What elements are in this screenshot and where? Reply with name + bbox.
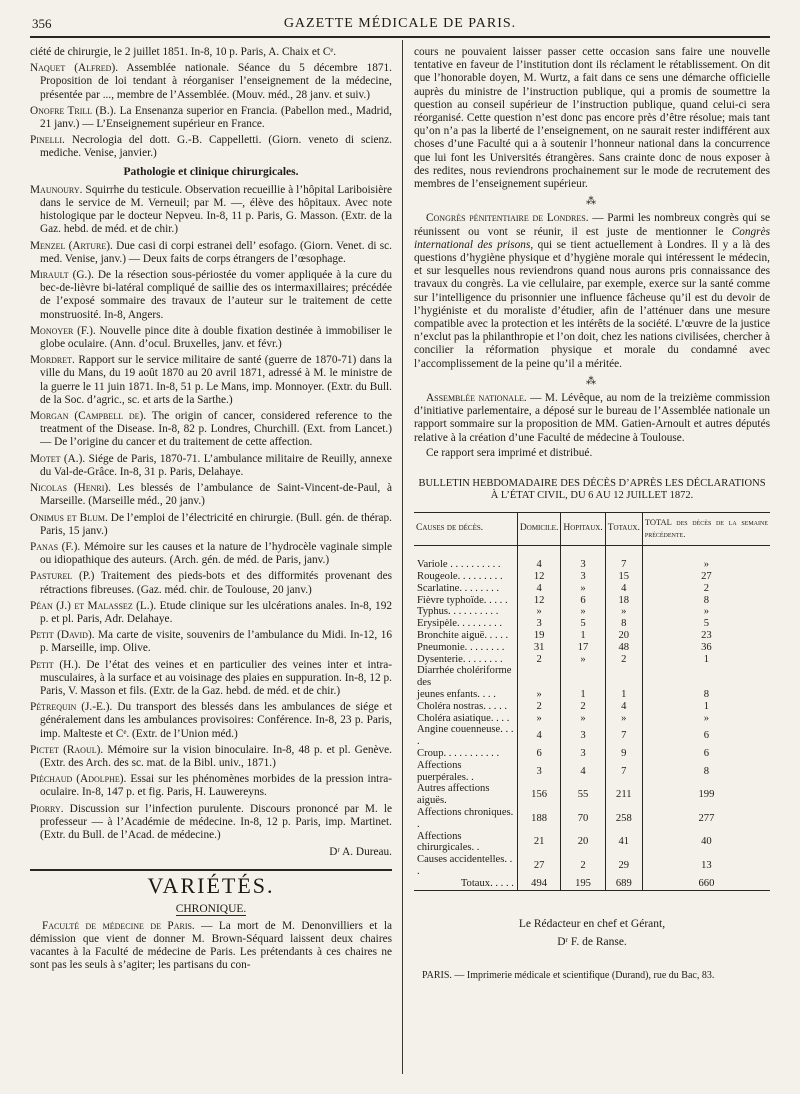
table-row	[414, 724, 770, 748]
cause-cell: Choléra asiatique. . . .	[417, 712, 510, 724]
entry-text: Necrologia del dott. G.-B. Cappelletti. (Giorn. veneto di scienz. mediche. Venise, janvier.)	[40, 134, 392, 160]
total-cell: 494	[517, 878, 560, 890]
count-cell: 6	[642, 724, 770, 748]
cause-cell: Scarlatine. . . . . . . .	[417, 582, 500, 594]
count-cell: 3	[561, 559, 605, 571]
assemblee-paragraph: Assemblée nationale. — M. Lévêque, au nom de la treizième commission d’initiative parlementaire, a déposé sur le bureau de l’Assemblée nationale un rapport sommaire sur la proposition de MM. Gatien-Arnoult et autres députés relative à la création d’une Faculté de médecine à Toulouse.	[414, 392, 771, 444]
count-cell: 3	[561, 748, 605, 760]
total-cell: 660	[642, 878, 770, 890]
table-row	[414, 783, 770, 807]
entry-text: Ma carte de visite, souvenirs de l’ambulance du Midi. In-12, 16 p. Marseille, imp. Olive.	[40, 629, 393, 655]
count-cell: 3	[561, 724, 605, 748]
count-cell: 199	[642, 783, 770, 807]
rapport-paragraph: Ce rapport sera imprimé et distribué.	[426, 446, 593, 459]
cause-cell: Choléra nostras. . . . .	[417, 700, 508, 712]
count-cell: 2	[561, 701, 605, 713]
entry-text: Les blessés de l’ambulance de Saint-Vincent-de-Paul, à Marseille. (Marseille méd., 20 janv.)	[40, 482, 393, 508]
bibliography-list-top	[30, 46, 392, 161]
entry-author: Naquet (Alfred).	[30, 62, 119, 75]
entry-author: Pictet (Raoul).	[30, 743, 104, 756]
column-header: TOTAL des décès de la semaine précédente.	[642, 513, 770, 546]
column-header: Hopitaux.	[561, 513, 605, 546]
cause-cell: Angine couenneuse. . . .	[417, 724, 514, 748]
entry-author: Piorry.	[30, 802, 64, 815]
count-cell: 1	[561, 689, 605, 701]
entry-author: Pétrequin (J.-E.).	[30, 701, 113, 714]
count-cell: 27	[642, 571, 770, 583]
bibliography-entry	[30, 803, 392, 843]
bibliography-entry	[30, 105, 392, 131]
count-cell: 27	[517, 854, 560, 878]
count-cell: 5	[561, 618, 605, 630]
count-cell: 3	[561, 571, 605, 583]
entry-author: Motet (A.).	[30, 452, 86, 465]
count-cell: 15	[605, 571, 642, 583]
count-cell: 1	[561, 630, 605, 642]
table-row	[414, 583, 770, 595]
entry-text: Traitement des pieds-bots et des difformités provenant des rétractions fibreuses. (Gaz. méd. chir. de Toulouse, 20 janv.)	[40, 570, 392, 596]
editor-name: Dʳ F. de Ranse.	[557, 935, 627, 948]
count-cell	[642, 665, 770, 689]
count-cell: »	[561, 713, 605, 725]
cause-cell: Diarrhée cholériforme des	[417, 665, 512, 689]
table-row	[414, 571, 770, 583]
entry-text: Du transport des blessés dans les ambulances de siége et généralement dans les ambulances provisoires: Conférence. In-8, 23 p. Paris, imp. Malteste et Cᵉ. (Extr. de l’Union méd.)	[40, 701, 393, 740]
count-cell: 3	[517, 618, 560, 630]
count-cell: »	[642, 559, 770, 571]
entry-text: Mémoire sur les causes et la nature de l’hydrocèle vaginale simple ou idiopathique des auteurs. (Arch. gén. de méd. de Paris, janv.)	[40, 540, 392, 567]
bibliography-entry	[30, 62, 392, 102]
bibliography-entry	[30, 512, 392, 538]
cause-cell: Rougeole. . . . . . . . .	[417, 570, 503, 582]
entry-text: Assemblée nationale. Séance du 5 décembre 1871. Proposition de loi tendant à réorganiser l’enseignement de la médecine, présentée par ..., membre de l’Assemblée. (Mouv. méd., 28 janv. et suiv.)	[40, 62, 392, 101]
count-cell: »	[605, 713, 642, 725]
count-cell: 7	[605, 724, 642, 748]
count-cell: 36	[642, 642, 770, 654]
entry-text: Siége de Paris, 1870-71. L’ambulance militaire de Reuilly, annexe du Val-de-Grâce. In-8, 31 p. Paris, Delahaye.	[40, 452, 392, 478]
varietes-heading: VARIÉTÉS.	[30, 869, 392, 892]
bibliography-entry	[30, 773, 392, 799]
entry-text: Squirrhe du testicule. Observation recueillie à l’hôpital Lariboisière dans le service de M. Verneuil; par M. —, élève des hôpitaux. Avec note histologique par le docteur Nepveu. In-8, 11 p. Paris, G. Masson. (Extr. de la Gaz. hebd. de méd. et de chir.)	[40, 183, 393, 236]
count-cell: 20	[605, 630, 642, 642]
count-cell: 2	[605, 654, 642, 666]
bibliography-list	[30, 184, 392, 842]
count-cell: 3	[517, 760, 560, 784]
cause-cell: Affections chirurgicales. .	[417, 830, 480, 854]
cause-cell: Typhus. . . . . . . . . .	[417, 606, 499, 618]
count-cell: 9	[605, 748, 642, 760]
asterism-1: ⁂	[586, 196, 598, 208]
count-cell: 277	[642, 807, 770, 831]
count-cell: 17	[561, 642, 605, 654]
table-row	[414, 748, 770, 760]
count-cell: »	[517, 713, 560, 725]
bibliography-entry	[30, 354, 392, 407]
entry-author: Monoyer (F.).	[30, 324, 96, 337]
count-cell: 41	[605, 831, 642, 855]
count-cell: 6	[561, 595, 605, 607]
table-row	[414, 559, 770, 571]
cause-cell: Bronchite aiguë. . . . .	[417, 629, 509, 641]
entry-text: La Ensenanza superior en Francia. (Pabellon med., Madrid, 21 janv.) — L’Enseignement supérieur en France.	[40, 104, 392, 131]
count-cell: 7	[605, 559, 642, 571]
table-spacer	[414, 545, 770, 559]
running-title: GAZETTE MÉDICALE DE PARIS.	[283, 16, 517, 31]
bibliography-entry	[30, 325, 392, 351]
count-cell: »	[605, 606, 642, 618]
cause-cell: Affections puerpérales. .	[417, 759, 474, 783]
chronique-heading: CHRONIQUE.	[175, 902, 247, 915]
count-cell: 2	[517, 701, 560, 713]
bulletin-title: BULLETIN HEBDOMADAIRE DES DÉCÈS D’APRÈS LES DÉCLARATIONS À L’ÉTAT CIVIL, DU 6 AU 12 JUILLET 1872.	[418, 478, 766, 502]
count-cell: 2	[517, 654, 560, 666]
entry-author: Mirault (G.).	[30, 269, 94, 282]
left-column	[30, 46, 392, 975]
column-header: Totaux.	[605, 513, 642, 546]
bibliography-entry	[30, 541, 392, 567]
count-cell: 8	[642, 595, 770, 607]
count-cell: 40	[642, 831, 770, 855]
count-cell: 6	[642, 748, 770, 760]
table-row	[414, 854, 770, 878]
cause-cell: Dysenterie. . . . . . . .	[417, 653, 503, 665]
count-cell: 5	[642, 618, 770, 630]
bibliography-entry	[30, 659, 392, 699]
entry-author: Morgan (Campbell de).	[30, 410, 147, 423]
cause-cell: Variole . . . . . . . . . .	[417, 559, 501, 571]
count-cell: 8	[642, 760, 770, 784]
bibliography-entry	[30, 570, 392, 596]
table-row	[414, 654, 770, 666]
table-row	[414, 618, 770, 630]
bibliography-entry	[30, 134, 392, 160]
count-cell: 1	[642, 654, 770, 666]
entry-text: Etude clinique sur les ulcérations anales. In-8, 192 p. et pl. Paris, Adr. Delahaye.	[40, 599, 392, 625]
count-cell: »	[517, 689, 560, 701]
entry-text: Mémoire sur la vision binoculaire. In-8, 48 p. et pl. Genève. (Extr. des Arch. des sc. mat. de la Bibl. univ., 1871.)	[40, 743, 392, 769]
entry-author: Onofre Trill (B.).	[30, 104, 117, 117]
entry-author: Panas (F.).	[30, 540, 81, 553]
bibliography-entry	[30, 184, 392, 237]
table-row	[414, 665, 770, 689]
entry-author: Pasturel (P.)	[30, 570, 95, 583]
count-cell: 4	[605, 583, 642, 595]
entry-text: Rapport sur le service militaire de santé (guerre de 1870-71) dans la ville du Mans, du 19 août 1870 au 20 avril 1871, adressé à M. le ministre de la guerre le 11 juin 1871. In-8, 51 p. Le Mans, imp. Monnoyer. (Extr. du Bull. de la Soc. d’agric., sc. et arts de la Sarthe.)	[40, 354, 393, 406]
editor-block	[414, 915, 770, 951]
bibliography-entry	[30, 744, 392, 770]
entry-author: Nicolas (Henri).	[30, 482, 111, 495]
deaths-table	[414, 512, 770, 890]
cause-cell: Causes accidentelles. . .	[417, 854, 513, 877]
cause-cell: Croup. . . . . . . . . . .	[417, 747, 500, 759]
entry-text: De l’emploi de l’électricité en chirurgie. (Bull. gén. de thérap. Paris, 15 janv.)	[40, 511, 393, 537]
total-cell: 689	[605, 878, 642, 890]
count-cell: 6	[517, 748, 560, 760]
count-cell: 4	[605, 701, 642, 713]
count-cell: 4	[517, 724, 560, 748]
count-cell: 18	[605, 595, 642, 607]
entry-author: Péan (J.) et Malassez (L.).	[30, 599, 157, 612]
table-row	[414, 642, 770, 654]
table-row	[414, 630, 770, 642]
entry-text: De la résection sous-périostée du vomer appliquée à la cure du bec-de-lièvre bi-latéral compliqué de saillie des os intermaxillaires; précédée de l’exposé sommaire des travaux de l’auteur sur le traitement de cette monstruosité. In-8, Angers.	[40, 269, 393, 321]
column-header: Domicile.	[517, 513, 560, 546]
table-row	[414, 689, 770, 701]
entry-author: Menzel (Arture).	[30, 239, 113, 252]
count-cell: 31	[517, 642, 560, 654]
count-cell: 258	[605, 807, 642, 831]
right-column	[414, 46, 770, 982]
entry-text: The origin of cancer, considered reference to the treatment of the Disease. In-8, 82 p. Londres, Churchill. (Ext. from Lancet.) — De l’origine du cancer et du traitement de cette affection.	[40, 410, 393, 449]
table-row	[414, 831, 770, 855]
entry-author: Onimus et Blum.	[30, 511, 108, 524]
congres-paragraph: Congrès pénitentiaire de Londres. — Parmi les nombreux congrès qui se réunissent ou vont se réunir, il est juste de mentionner le Congrès international des prisons, qui se tient actuellement à Londres. Il y a là des questions d’hygiène physique et d’hygiène morale qui intéressent le médecin, et sur lesquelles nous reviendrons quand nous aurons pris connaissance des travaux du congrès. La vie cellulaire, par exemple, exerce sur la santé comme sur l’intelligence du prisonnier une influence fâcheuse qu’il est du devoir de l’hygiéniste et du moraliste d’étudier, afin de l’atténuer dans une mesure compatible avec la protection et les intérêts de la société. L’œuvre de la justice n’exclut pas la philanthropie et l’on doit, chez les nations civilisées, chercher à concilier la réformation physique et morale du condamné avec l’accomplissement de la peine qu’il a méritée.	[414, 212, 770, 370]
bibliography-entry	[30, 629, 392, 655]
count-cell: 211	[605, 783, 642, 807]
table-row	[414, 760, 770, 784]
count-cell: 21	[517, 831, 560, 855]
table-row	[414, 713, 770, 725]
count-cell: 12	[517, 571, 560, 583]
asterism-2: ⁂	[586, 375, 598, 387]
table-header-row	[414, 513, 770, 546]
bibliography-entry	[30, 482, 392, 508]
chronique-continued: cours ne pouvaient laisser passer cette occasion sans faire une nouvelle tentative en faveur de l’institution dont ils réclament le rétablissement. On dit que l’honorable doyen, M. Wurtz, a fait dans ce sens une démarche officielle auprès du ministre de l’instruction publique, qui a promis de soumettre la question au conseil supérieur de l’instruction publique, quand celui-ci sera réorganisé. Cette question n’est donc pas encore près d’être résolue; mais tant qu’on n’a pas la liberté de l’enseignement, on ne saurait rester indifférent aux choses d’une Faculté qui a à soutenir l’honneur national dans la concurrence que lui font les Universités étrangères. Sans crainte donc de nous exposer à des redites, nous reviendrons prochainement sur le mode de recrutement des membres de l’enseignement supérieur.	[414, 46, 770, 191]
entry-text: Discussion sur l’infection purulente. Discours prononcé par M. le professeur — à l’Académie de médecine. In-8, 12 p. Paris, imp. Martinet. (Extr. du Bull. de l’Acad. de médecine.)	[40, 802, 393, 841]
count-cell: 2	[561, 854, 605, 878]
count-cell: 4	[517, 583, 560, 595]
bibliography-entry	[30, 269, 392, 322]
count-cell: »	[517, 606, 560, 618]
cause-cell: Affections chroniques. .	[417, 806, 514, 830]
count-cell: 8	[605, 618, 642, 630]
count-cell: 1	[642, 701, 770, 713]
count-cell: 13	[642, 854, 770, 878]
count-cell: 19	[517, 630, 560, 642]
entry-author: Petit (H.).	[30, 658, 81, 671]
entry-author: Mordret.	[30, 354, 75, 367]
count-cell: 7	[605, 760, 642, 784]
table-row	[414, 807, 770, 831]
count-cell: 4	[561, 760, 605, 784]
cause-cell: Autres affections aiguës.	[417, 783, 490, 807]
bibliography-entry	[30, 453, 392, 479]
entry-text: De l’état des veines et en particulier des veines inter et intra-musculaires, à la surface et au voisinage des plaies en suppuration. In-8, 12 p. Paris, V. Masson et fils. (Extr. de la Gaz. hebd. de méd. et de chir.)	[40, 658, 392, 697]
cause-cell: Fièvre typhoïde. . . . .	[417, 594, 508, 606]
count-cell: 29	[605, 854, 642, 878]
total-label: Totaux. . . . .	[414, 878, 517, 890]
chronique-paragraph: Faculté de médecine de Paris. — La mort de M. Denonvilliers et la démission que vient de donner M. Brown-Séquard laissent deux chaires vacantes à la Faculté de médecine de Paris. Les prétendants à ces chaires ne sont pas les seuls à s’agiter; les partisans du con-	[30, 919, 392, 972]
page-number: 356	[32, 16, 52, 31]
table-row	[414, 701, 770, 713]
count-cell: »	[642, 713, 770, 725]
cause-cell: jeunes enfants. . . .	[417, 688, 496, 700]
count-cell	[605, 665, 642, 689]
table-row	[414, 595, 770, 607]
entry-text: Due casi di corpi estranei dell’ esofago. (Giorn. Venet. di sc. med. Venise, janv.) — Deux faits de corps étrangers de l’œsophage.	[40, 239, 393, 265]
count-cell: 1	[605, 689, 642, 701]
count-cell: »	[561, 654, 605, 666]
count-cell: 4	[517, 559, 560, 571]
bibliography-entry	[30, 46, 392, 59]
entry-text: Essai sur les phénomènes morbides de la pression intra-oculaire. In-8, 147 p. et fig. Paris, H. Lauwereyns.	[40, 773, 392, 799]
count-cell: 70	[561, 807, 605, 831]
entry-author: Maunoury.	[30, 183, 83, 196]
cause-cell: Pneumonie. . . . . . . .	[417, 641, 505, 653]
signature: Dʳ A. Dureau.	[329, 846, 392, 859]
count-cell: 20	[561, 831, 605, 855]
count-cell: 156	[517, 783, 560, 807]
count-cell: 48	[605, 642, 642, 654]
editor-title: Le Rédacteur en chef et Gérant,	[518, 917, 666, 930]
count-cell: 12	[517, 595, 560, 607]
bibliography-entry	[30, 701, 392, 741]
entry-author: Piéchaud (Adolphe).	[30, 773, 127, 786]
count-cell: 8	[642, 689, 770, 701]
bibliography-entry	[30, 240, 392, 266]
column-divider	[402, 40, 403, 1074]
count-cell: 188	[517, 807, 560, 831]
count-cell: »	[561, 606, 605, 618]
table-row	[414, 606, 770, 618]
total-cell: 195	[561, 878, 605, 890]
count-cell: »	[642, 606, 770, 618]
table-total-row	[414, 878, 770, 890]
entry-text: ciété de chirurgie, le 2 juillet 1851. In-8, 10 p. Paris, A. Chaix et Cᵉ.	[30, 46, 337, 58]
count-cell: 55	[561, 783, 605, 807]
column-header: Causes de décès.	[414, 513, 517, 546]
count-cell	[561, 665, 605, 689]
bibliography-entry	[30, 600, 392, 626]
bibliography-entry	[30, 410, 392, 450]
entry-author: Pinelli.	[30, 134, 65, 147]
count-cell: 23	[642, 630, 770, 642]
entry-author: Petit (David).	[30, 629, 95, 642]
section-title: Pathologie et clinique chirurgicales.	[123, 165, 299, 178]
entry-text: Nouvelle pince dite à double fixation destinée à immobiliser le globe oculaire. (Ann. d’ocul. Bruxelles, janv. et févr.)	[40, 324, 392, 351]
count-cell: »	[561, 583, 605, 595]
count-cell: 2	[642, 583, 770, 595]
page-header	[30, 14, 770, 38]
count-cell	[517, 665, 560, 689]
imprint: PARIS. — Imprimerie médicale et scientifique (Durand), rue du Bac, 83.	[422, 969, 715, 981]
cause-cell: Erysipèle. . . . . . . . .	[417, 618, 503, 630]
